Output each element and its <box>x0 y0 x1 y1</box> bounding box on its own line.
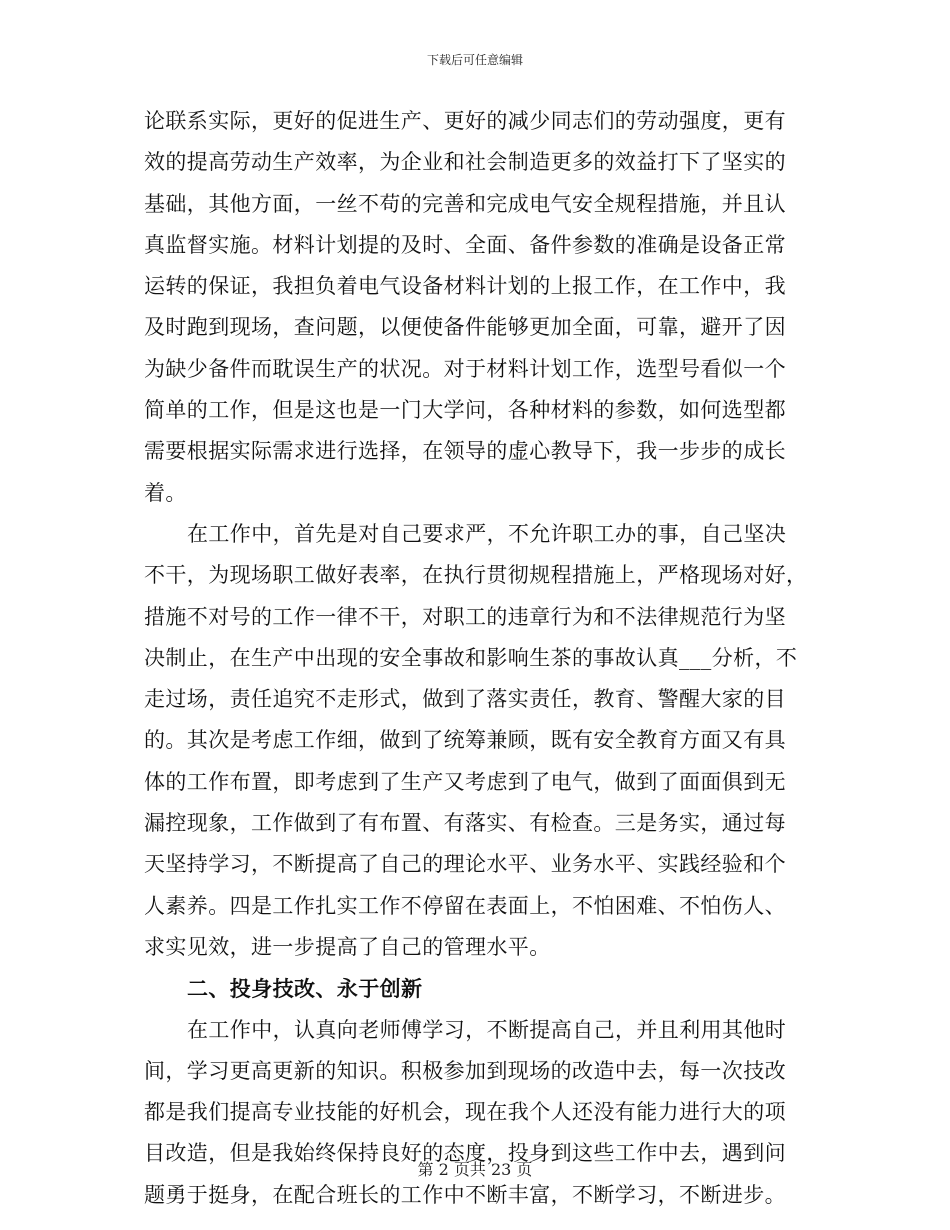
text-line: 措施不对号的工作一律不干，对职工的违章行为和不法律规范行为坚 <box>144 604 786 629</box>
text-line: 为缺少备件而耽误生产的状况。对于材料计划工作，选型号看似一个 <box>144 356 786 381</box>
text-line: 需要根据实际需求进行选择，在领导的虚心教导下，我一步步的成长 <box>144 439 786 464</box>
text-line: 运转的保证，我担负着电气设备材料计划的上报工作，在工作中，我 <box>144 274 786 299</box>
section-heading: 二、投身技改、永于创新 <box>187 976 423 1002</box>
text-line: 的。其次是考虑工作细，做到了统筹兼顾，既有安全教育方面又有具 <box>144 728 786 753</box>
text-line: 简单的工作，但是这也是一门大学问，各种材料的参数，如何选型都 <box>144 398 786 423</box>
text-line: 真监督实施。材料计划提的及时、全面、备件参数的准确是设备正常 <box>144 232 786 257</box>
paragraph-first-line: 在工作中，首先是对自己要求严，不允许职工办的事，自己坚决 <box>187 521 787 546</box>
text-line: 天坚持学习，不断提高了自己的理论水平、业务水平、实践经验和个 <box>144 852 786 877</box>
text-line: 着。 <box>144 480 187 505</box>
text-line: 漏控现象，工作做到了有布置、有落实、有检查。三是务实，通过每 <box>144 811 786 836</box>
text-line: 求实见效，进一步提高了自己的管理水平。 <box>144 934 551 959</box>
text-line: 都是我们提高专业技能的好机会，现在我个人还没有能力进行大的项 <box>144 1100 786 1125</box>
text-line: 基础，其他方面，一丝不苟的完善和完成电气安全规程措施，并且认 <box>144 191 786 216</box>
page-header: 下载后可任意编辑 <box>426 53 523 67</box>
paragraph-first-line: 在工作中，认真向老师傅学习，不断提高自己，并且利用其他时 <box>187 1017 787 1042</box>
text-line: 目改造，但是我始终保持良好的态度，投身到这些工作中去，遇到问 <box>144 1141 786 1166</box>
text-line: 不干，为现场职工做好表率，在执行贯彻规程措施上，严格现场对好， <box>144 563 808 588</box>
text-line: 人素养。四是工作扎实工作不停留在表面上，不怕困难、不怕伤人、 <box>144 893 786 918</box>
page-number-footer: 第 2 页共 23 页 <box>417 1160 533 1179</box>
body-text <box>144 101 808 1216</box>
text-line: 间，学习更高更新的知识。积极参加到现场的改造中去，每一次技改 <box>144 1058 786 1083</box>
text-line: 题勇于挺身，在配合班长的工作中不断丰富，不断学习，不断进步。 <box>144 1182 786 1207</box>
text-line: 及时跑到现场，查问题，以便使备件能够更加全面，可靠，避开了因 <box>144 315 786 340</box>
text-line: 体的工作布置，即考虑到了生产又考虑到了电气，做到了面面俱到无 <box>144 769 786 794</box>
text-line: 决制止，在生产中出现的安全事故和影响生茶的事故认真___分析，不 <box>144 645 798 670</box>
text-line: 论联系实际，更好的促进生产、更好的减少同志们的劳动强度，更有 <box>144 109 786 133</box>
text-line: 效的提高劳动生产效率，为企业和社会制造更多的效益打下了坚实的 <box>144 150 786 175</box>
text-line: 走过场，责任追究不走形式，做到了落实责任，教育、警醒大家的目 <box>144 687 786 712</box>
